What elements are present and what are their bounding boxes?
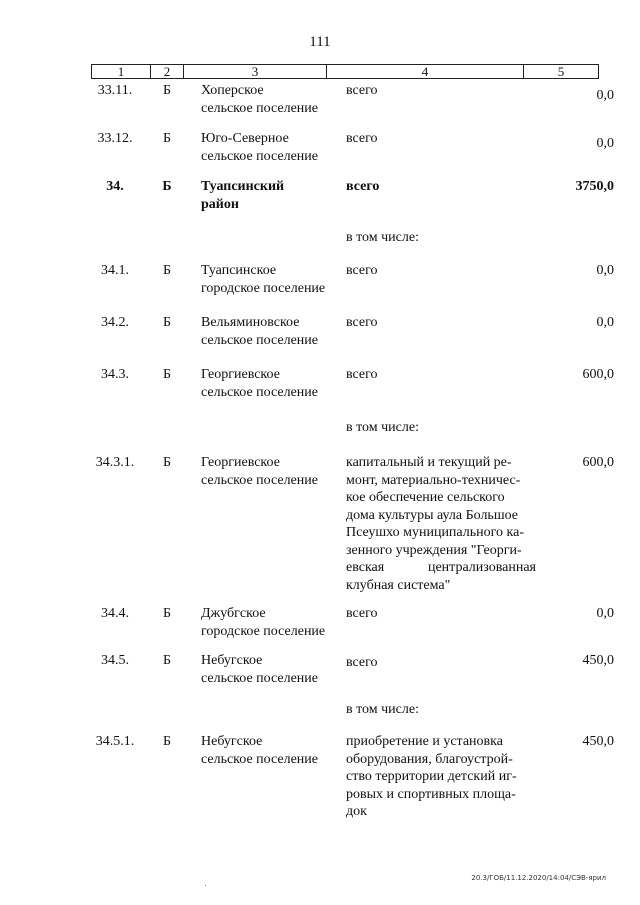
row-number: 33.11. bbox=[97, 83, 133, 98]
row-description bbox=[346, 366, 536, 384]
row-municipality bbox=[201, 178, 339, 213]
row-value: 0,0 bbox=[596, 606, 614, 621]
description-line: всего bbox=[346, 83, 378, 98]
description-line: ровых и спортивных площа- bbox=[346, 786, 516, 802]
municipality-line: Георгиевское bbox=[201, 455, 280, 470]
description-line: всего bbox=[346, 263, 378, 278]
description-line: монт, материально-техничес- bbox=[346, 472, 521, 488]
note-text: в том числе: bbox=[346, 230, 419, 245]
row-municipality bbox=[201, 130, 339, 165]
description-line: кое обеспечение сельского bbox=[346, 490, 505, 505]
row-municipality bbox=[201, 366, 339, 401]
column-header-table bbox=[91, 64, 599, 79]
municipality-line: сельское поселение bbox=[201, 472, 318, 488]
row-category: Б bbox=[162, 131, 172, 146]
municipality-line: Хоперское bbox=[201, 83, 264, 98]
column-header-2: 2 bbox=[151, 65, 184, 79]
municipality-line: сельское поселение bbox=[201, 332, 318, 348]
note-text: в том числе: bbox=[346, 420, 419, 435]
row-category: Б bbox=[162, 367, 172, 382]
municipality-line: Джубгское bbox=[201, 606, 266, 621]
row-municipality bbox=[201, 605, 339, 640]
column-header-4: 4 bbox=[327, 65, 524, 79]
description-word: централизованная bbox=[427, 560, 536, 575]
row-description bbox=[346, 314, 536, 332]
description-line: всего bbox=[346, 315, 378, 330]
row-municipality bbox=[201, 82, 339, 117]
row-description bbox=[346, 654, 536, 672]
municipality-line: сельское поселение bbox=[201, 148, 318, 164]
row-description bbox=[346, 454, 536, 594]
description-line: капитальный и текущий ре- bbox=[346, 455, 512, 470]
description-word: евская bbox=[346, 560, 385, 575]
description-line: ство территории детский иг- bbox=[346, 769, 517, 784]
row-category: Б bbox=[162, 179, 172, 194]
description-line: всего bbox=[346, 179, 380, 194]
municipality-line: сельское поселение bbox=[201, 384, 318, 400]
municipality-line: Георгиевское bbox=[201, 367, 280, 382]
description-line: клубная система" bbox=[346, 577, 451, 593]
row-municipality bbox=[201, 314, 339, 349]
row-description bbox=[346, 178, 536, 196]
municipality-line: сельское поселение bbox=[201, 751, 318, 767]
row-value: 0,0 bbox=[596, 263, 614, 278]
row-number: 34.2. bbox=[101, 315, 129, 330]
row-number: 34.3. bbox=[101, 367, 129, 382]
row-number: 34.5. bbox=[101, 653, 129, 668]
row-category: Б bbox=[162, 263, 172, 278]
row-municipality bbox=[201, 733, 339, 768]
row-value: 0,0 bbox=[596, 315, 614, 330]
municipality-line: городское поселение bbox=[201, 280, 326, 296]
page-number: 111 bbox=[309, 34, 331, 50]
row-value: 600,0 bbox=[582, 367, 614, 382]
description-line: всего bbox=[346, 367, 378, 382]
municipality-line: Туапсинский bbox=[201, 179, 285, 194]
description-line: зенного учреждения "Георги- bbox=[346, 542, 522, 558]
municipality-line: Вельяминовское bbox=[201, 315, 300, 330]
row-value: 450,0 bbox=[582, 653, 614, 668]
column-header-3: 3 bbox=[184, 65, 327, 79]
column-header-5: 5 bbox=[524, 65, 599, 79]
row-municipality bbox=[201, 454, 339, 489]
description-line: Псеушхо муниципального ка- bbox=[346, 525, 524, 540]
row-number: 34.5.1. bbox=[95, 734, 135, 749]
description-line: оборудования, благоустрой- bbox=[346, 751, 513, 767]
description-line bbox=[346, 559, 536, 577]
municipality-line: городское поселение bbox=[201, 623, 326, 639]
description-line: всего bbox=[346, 655, 378, 670]
row-category: Б bbox=[162, 315, 172, 330]
scan-speck bbox=[205, 885, 206, 886]
description-line: приобретение и установка bbox=[346, 734, 503, 749]
document-footer-code: 20.3/ГОБ/11.12.2020/14:04/СЭВ-ярил bbox=[471, 874, 606, 882]
row-description bbox=[346, 130, 536, 148]
row-number: 34.3.1. bbox=[95, 455, 135, 470]
description-line: док bbox=[346, 804, 367, 819]
municipality-line: Юго-Северное bbox=[201, 131, 289, 146]
row-category: Б bbox=[162, 455, 172, 470]
row-municipality bbox=[201, 652, 339, 687]
row-description bbox=[346, 605, 536, 623]
row-category: Б bbox=[162, 83, 172, 98]
municipality-line: сельское поселение bbox=[201, 670, 318, 686]
row-number: 34.1. bbox=[101, 263, 129, 278]
row-description bbox=[346, 733, 536, 821]
column-header-1: 1 bbox=[92, 65, 151, 79]
row-description bbox=[346, 262, 536, 280]
municipality-line: Туапсинское bbox=[201, 263, 277, 278]
row-value: 3750,0 bbox=[575, 179, 614, 194]
row-value: 450,0 bbox=[582, 734, 614, 749]
description-line: дома культуры аула Большое bbox=[346, 507, 518, 523]
row-municipality bbox=[201, 262, 339, 297]
row-description bbox=[346, 82, 536, 100]
description-line: всего bbox=[346, 131, 378, 146]
row-value: 600,0 bbox=[582, 455, 614, 470]
description-line: всего bbox=[346, 606, 378, 621]
municipality-line: район bbox=[201, 196, 239, 212]
row-category: Б bbox=[162, 606, 172, 621]
row-value: 0,0 bbox=[596, 88, 614, 103]
row-category: Б bbox=[162, 734, 172, 749]
row-number: 34. bbox=[106, 179, 124, 194]
note-text: в том числе: bbox=[346, 702, 419, 717]
row-value: 0,0 bbox=[596, 136, 614, 151]
municipality-line: Небугское bbox=[201, 734, 263, 749]
municipality-line: сельское поселение bbox=[201, 100, 318, 116]
municipality-line: Небугское bbox=[201, 653, 263, 668]
row-category: Б bbox=[162, 653, 172, 668]
row-number: 33.12. bbox=[97, 131, 133, 146]
row-number: 34.4. bbox=[101, 606, 129, 621]
